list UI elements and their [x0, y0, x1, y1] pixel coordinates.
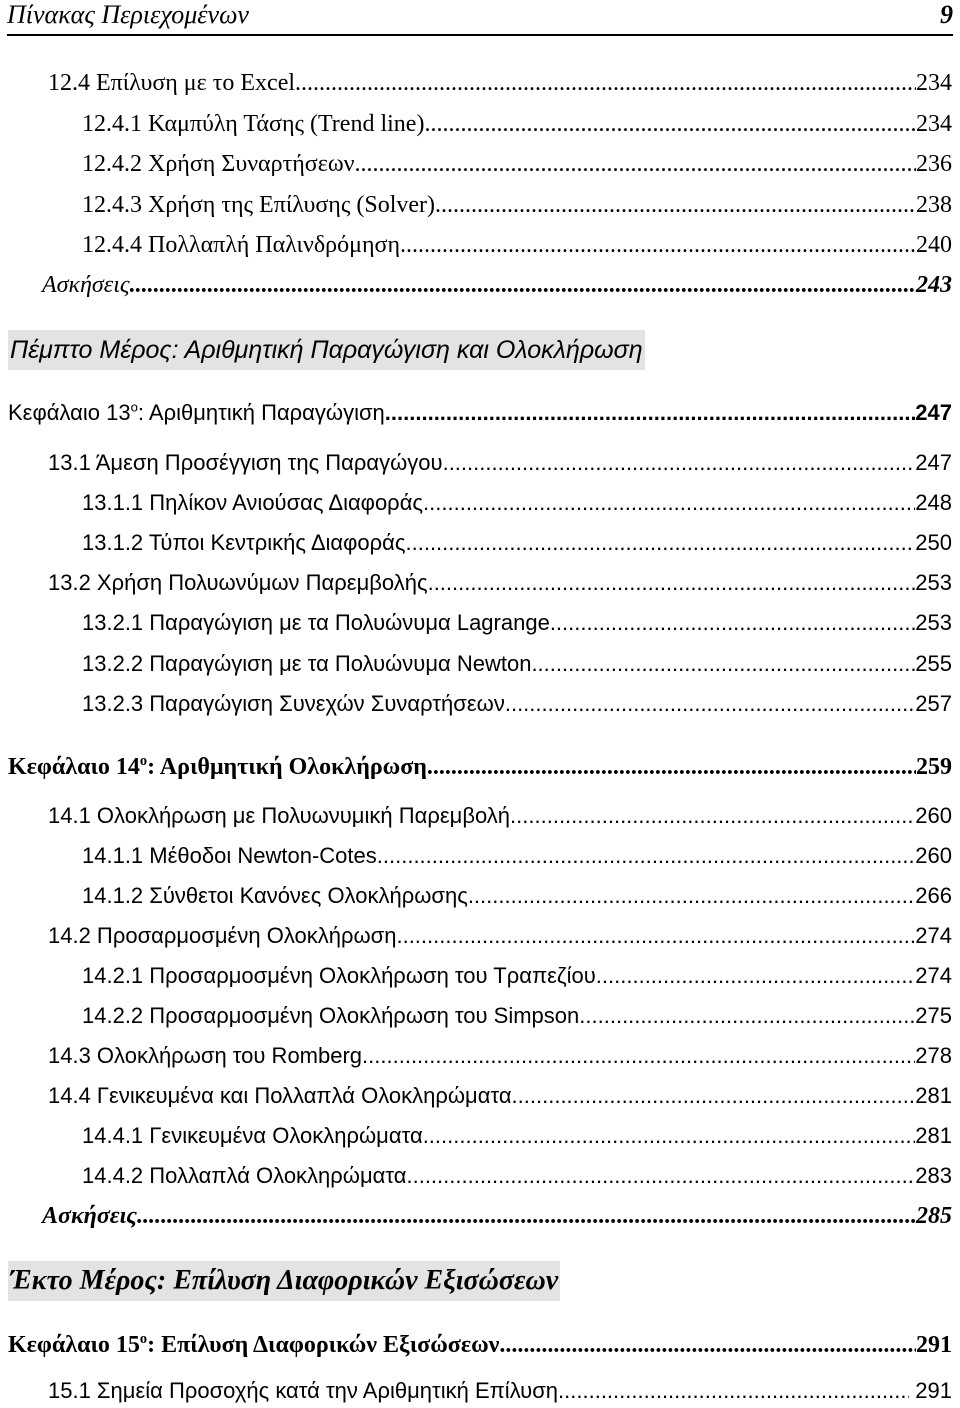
toc-entry[interactable]: 15.1 Σημεία Προσοχής κατά την Αριθμητική Επίλυση ..... 291	[48, 1375, 952, 1407]
header-title: Πίνακας Περιεχομένων	[7, 0, 249, 29]
toc-entry[interactable]: 13.2 Χρήση Πολυωνύμων Παρεμβολής ..... 253	[48, 567, 952, 599]
toc-entry[interactable]: 12.4 Επίλυση με το Excel ..... 234	[48, 67, 952, 99]
toc-entry[interactable]: 13.2.3 Παραγώγιση Συνεχών Συναρτήσεων ..... 257	[82, 688, 952, 720]
toc-entry[interactable]: 13.2.1 Παραγώγιση με τα Πολυώνυμα Lagrange ..... 253	[82, 607, 952, 639]
toc-entry[interactable]: 13.2.2 Παραγώγιση με τα Πολυώνυμα Newton ..... 255	[82, 648, 952, 680]
toc-chapter[interactable]: Κεφάλαιο $14^o$: Αριθμητική Ολοκλήρωση ..... 259	[8, 751, 952, 783]
toc-entry[interactable]: 14.2.2 Προσαρμοσμένη Ολοκλήρωση του Simpson ..... 275	[82, 1000, 952, 1032]
toc-entry[interactable]: 13.1 Άμεση Προσέγγιση της Παραγώγου ..... 247	[48, 447, 952, 479]
toc-entry[interactable]: 12.4.2 Χρήση Συναρτήσεων ..... 236	[82, 148, 952, 180]
toc-entry[interactable]: 14.4.1 Γενικευμένα Ολοκληρώματα ..... 281	[82, 1120, 952, 1152]
toc-entry[interactable]: 14.1.1 Μέθοδοι Newton-Cotes ..... 260	[82, 840, 952, 872]
part-heading: Πέμπτο Μέρος: Αριθμητική Παραγώγιση και Ολοκλήρωση	[8, 330, 645, 370]
toc-entry[interactable]: 14.1 Ολοκλήρωση με Πολυωνυμική Παρεμβολή ..... 260	[48, 800, 952, 832]
toc-entry[interactable]: 14.4 Γενικευμένα και Πολλαπλά Ολοκληρώματα ..... 281	[48, 1080, 952, 1112]
toc-exercises[interactable]: Ασκήσεις ..... 243	[42, 269, 952, 301]
part-heading: Έκτο Μέρος: Επίλυση Διαφορικών Εξισώσεων	[8, 1261, 560, 1301]
toc-entry[interactable]: 14.2 Προσαρμοσμένη Ολοκλήρωση ..... 274	[48, 920, 952, 952]
toc-entry[interactable]: 12.4.3 Χρήση της Επίλυσης (Solver) ..... 238	[82, 189, 952, 221]
header-page-number: 9	[940, 0, 953, 29]
toc-entry[interactable]: 12.4.1 Καμπύλη Τάσης (Trend line) ..... 234	[82, 108, 952, 140]
page-header	[7, 0, 953, 36]
toc-entry[interactable]: 14.2.1 Προσαρμοσμένη Ολοκλήρωση του Τραπεζίου ..... 274	[82, 960, 952, 992]
toc-entry[interactable]: 14.3 Ολοκλήρωση του Romberg ..... 278	[48, 1040, 952, 1072]
toc-entry[interactable]: 14.1.2 Σύνθετοι Κανόνες Ολοκλήρωσης ..... 266	[82, 880, 952, 912]
toc-entry[interactable]: 13.1.1 Πηλίκον Ανιούσας Διαφοράς ..... 248	[82, 487, 952, 519]
toc-entry[interactable]: 14.4.2 Πολλαπλά Ολοκληρώματα ..... 283	[82, 1160, 952, 1192]
toc-exercises[interactable]: Ασκήσεις ..... 285	[42, 1200, 952, 1232]
toc-entry[interactable]: 13.1.2 Τύποι Κεντρικής Διαφοράς ..... 250	[82, 527, 952, 559]
toc-chapter[interactable]: Κεφάλαιο $15^o$: Επίλυση Διαφορικών Εξισώσεων ..... 291	[8, 1329, 952, 1361]
toc-entry[interactable]: 12.4.4 Πολλαπλή Παλινδρόμηση ..... 240	[82, 229, 952, 261]
toc-chapter[interactable]: Κεφάλαιο $13^o$: Αριθμητική Παραγώγιση ..... 247	[8, 397, 952, 429]
